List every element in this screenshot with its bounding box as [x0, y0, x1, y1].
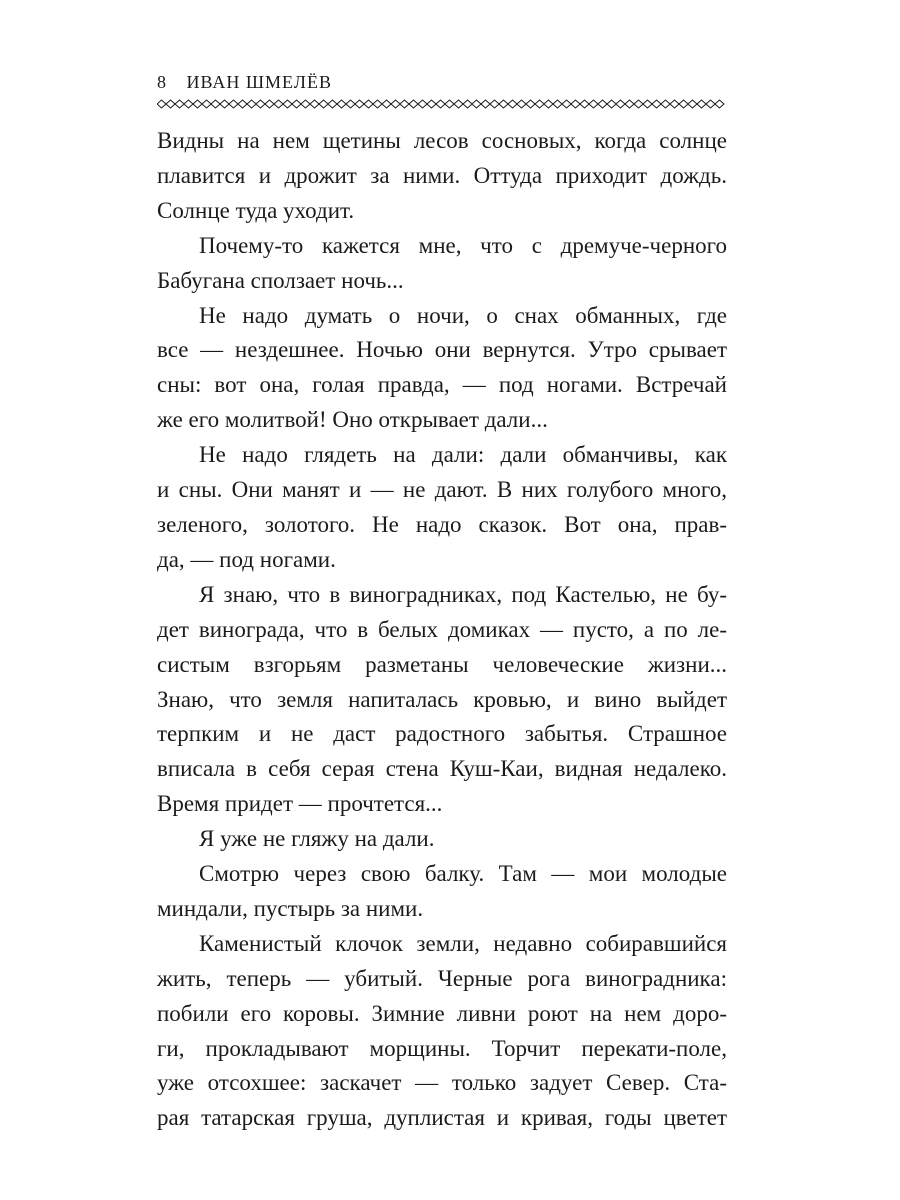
paragraph [157, 124, 727, 229]
ornament-diamond [580, 100, 589, 108]
ornament-diamond [553, 100, 562, 108]
ornament-diamond [274, 100, 283, 108]
ornament-diamond [562, 100, 571, 108]
paragraph [157, 229, 727, 299]
ornament-diamond [391, 100, 400, 108]
ornament-diamond [598, 100, 607, 108]
ornament-diamond [670, 100, 679, 108]
ornament-diamond [283, 100, 292, 108]
ornament-diamond [616, 100, 625, 108]
page-header [157, 72, 727, 96]
ornament-diamond [409, 100, 418, 108]
ornament-diamond [229, 100, 238, 108]
ornament-diamond [400, 100, 409, 108]
ornament-diamond [220, 100, 229, 108]
ornament-diamond [526, 100, 535, 108]
ornament-diamond [436, 100, 445, 108]
ornament-diamond [193, 100, 202, 108]
ornament-diamond [607, 100, 616, 108]
running-title: ИВАН ШМЕЛЁВ [186, 72, 332, 92]
ornament-diamond [697, 100, 706, 108]
paragraph [157, 822, 727, 857]
text-line: все — нездешнее. Ночью они вернутся. Утро срывает [157, 337, 727, 363]
ornament-diamond [175, 100, 184, 108]
ornament-diamond [292, 100, 301, 108]
ornament-diamond [652, 100, 661, 108]
ornament-diamond [238, 100, 247, 108]
ornament-diamond [265, 100, 274, 108]
ornament-diamond [589, 100, 598, 108]
text-line: Время придет — прочтется... [157, 791, 443, 817]
text-line: рая татарская груша, дуплистая и кривая, годы цветет [157, 1105, 727, 1131]
text-line: жить, теперь — убитый. Черные рога виноградника: [157, 965, 727, 991]
ornament-diamond [202, 100, 211, 108]
text-line: Не надо глядеть на дали: дали обманчивы, как [199, 442, 727, 468]
paragraph [157, 857, 727, 927]
ornament-diamond [454, 100, 463, 108]
ornament-diamond [373, 100, 382, 108]
text-line: Видны на нем щетины лесов сосновых, когда солнце [157, 128, 727, 153]
ornament-diamond [364, 100, 373, 108]
ornament-diamond [517, 100, 526, 108]
ornament-diamond [472, 100, 481, 108]
ornament-diamond [571, 100, 580, 108]
ornament-diamond [499, 100, 508, 108]
text-line: ги, прокладывают морщины. Торчит перекати-поле, [157, 1035, 727, 1061]
page-number: 8 [157, 72, 167, 92]
ornament-diamond [211, 100, 220, 108]
ornament-diamond [508, 100, 517, 108]
text-line: Знаю, что земля напиталась кровью, и вино выйдет [157, 686, 727, 712]
ornament-diamond [535, 100, 544, 108]
ornament-diamond [679, 100, 688, 108]
ornament-diamond [544, 100, 553, 108]
text-line: Смотрю через свою балку. Там — мои молодые [199, 861, 727, 887]
text-line: дет винограда, что в белых домиках — пусто, а по ле- [157, 616, 727, 642]
text-line: Бабугана сползает ночь... [157, 267, 404, 293]
ornament-diamond [643, 100, 652, 108]
ornament-diamond [382, 100, 391, 108]
paragraph [157, 438, 727, 578]
ornament-diamond [157, 100, 166, 108]
ornament-diamond [427, 100, 436, 108]
text-line: вписала в себя серая стена Куш-Каи, видная недалеко. [157, 756, 727, 782]
ornament-diamond [310, 100, 319, 108]
ornament-diamond [688, 100, 697, 108]
ornament-diamond [355, 100, 364, 108]
text-line: да, — под ногами. [157, 546, 336, 572]
text-line: Каменистый клочок земли, недавно собиравшийся [199, 930, 727, 956]
text-line: миндали, пустырь за ними. [157, 895, 424, 921]
text-line: Я знаю, что в виноградниках, под Кастелью, не бу- [199, 581, 727, 607]
ornament-diamond [166, 100, 175, 108]
text-line: уже отсохшее: заскачет — только задует Север. Ста- [157, 1070, 727, 1096]
diamond-chain-ornament-icon [157, 98, 727, 110]
ornament-diamond [715, 100, 724, 108]
ornament-diamond [625, 100, 634, 108]
ornament-diamond [418, 100, 427, 108]
text-line: же его молитвой! Оно открывает дали... [157, 407, 548, 433]
ornament-diamond [247, 100, 256, 108]
ornament-diamond [337, 100, 346, 108]
text-line: побили его коровы. Зимние ливни роют на нем доро- [157, 1000, 727, 1026]
ornament-diamond [490, 100, 499, 108]
ornament-diamond [481, 100, 490, 108]
text-line: и сны. Они манят и — не дают. В них голубого много, [157, 477, 727, 503]
ornament-diamond [328, 100, 337, 108]
ornament-diamond [661, 100, 670, 108]
ornament-diamond [319, 100, 328, 108]
text-line: Я уже не гляжу на дали. [199, 826, 435, 852]
ornament-diamond [445, 100, 454, 108]
ornament-diamond [706, 100, 715, 108]
body-text [157, 124, 727, 1136]
text-line: плавится и дрожит за ними. Оттуда приходит дождь. [157, 162, 727, 188]
ornament-diamond [256, 100, 265, 108]
paragraph [157, 578, 727, 822]
text-line: Солнце туда уходит. [157, 197, 355, 223]
text-line: систым взгорьям разметаны человеческие жизни... [157, 651, 727, 677]
text-line: Не надо думать о ночи, о снах обманных, где [199, 302, 727, 328]
paragraph [157, 299, 727, 439]
text-line: терпким и не даст радостного забытья. Страшное [157, 721, 727, 747]
text-line: сны: вот она, голая правда, — под ногами. Встречай [157, 372, 727, 398]
ornament-diamond [463, 100, 472, 108]
paragraph [157, 927, 727, 1136]
ornament-diamond [346, 100, 355, 108]
ornament-diamond [184, 100, 193, 108]
text-line: зеленого, золотого. Не надо сказок. Вот она, прав- [157, 511, 727, 537]
text-line: Почему-то кажется мне, что с дремуче-черного [199, 232, 727, 258]
ornament-diamond [634, 100, 643, 108]
ornament-diamond [301, 100, 310, 108]
